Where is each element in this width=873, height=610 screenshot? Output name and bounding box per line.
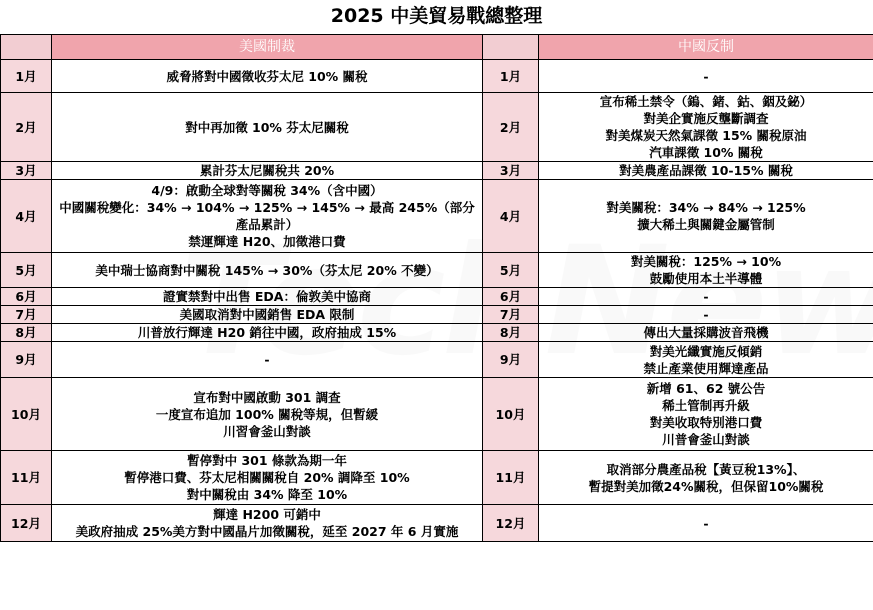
us-sanction-line: 禁運輝達 H20、加徵港口費 — [188, 234, 346, 249]
us-sanction-cell — [52, 505, 483, 542]
cn-countermeasure-line: 擴大稀土與關鍵金屬管制 — [637, 217, 775, 232]
cn-countermeasure-line: 禁止產業使用輝達產品 — [643, 360, 769, 376]
cn-countermeasure-line: 新增 61、62 號公告 — [646, 381, 766, 396]
us-sanction-line: 累計芬太尼關稅共 20% — [199, 163, 335, 178]
cn-countermeasure-line: - — [703, 307, 709, 322]
us-sanction-cell — [52, 342, 483, 378]
cn-month-cell — [483, 93, 539, 162]
us-sanction-line: 美國取消對中國銷售 EDA 限制 — [179, 307, 355, 322]
page-title: 2025 中美貿易戰總整理 — [330, 5, 543, 27]
table-row — [1, 60, 873, 93]
us-sanction-line: 宣布對中國啟動 301 調查 — [193, 389, 341, 405]
month-label: 7月 — [499, 307, 522, 322]
us-month-cell — [1, 162, 52, 180]
us-sanction-line: 美中瑞士協商對中關稅 145% → 30%（芬太尼 20% 不變） — [95, 262, 439, 278]
cn-countermeasure-cell — [539, 288, 873, 306]
us-sanction-line: 對中關稅由 34% 降至 10% — [186, 487, 348, 502]
cn-countermeasure-line: 對美農產品課徵 10-15% 關稅 — [619, 163, 793, 178]
cn-month-cell — [483, 324, 539, 342]
us-sanction-line: 威脅將對中國徵收芬太尼 10% 關稅 — [166, 68, 368, 84]
us-sanction-line: 暫停對中 301 條款為期一年 — [187, 453, 347, 468]
month-label: 10月 — [495, 406, 526, 422]
month-label: 7月 — [15, 307, 37, 322]
month-label: 10月 — [11, 406, 41, 422]
us-sanction-cell — [52, 288, 483, 306]
cn-countermeasure-line: 對美關稅：125% → 10% — [630, 254, 782, 269]
table-row — [1, 451, 873, 505]
trade-war-table — [0, 34, 873, 542]
table-row — [1, 378, 873, 451]
us-sanction-line: 4/9：啟動全球對等關稅 34%（含中國） — [151, 183, 383, 198]
table-row — [1, 253, 873, 288]
us-sanction-cell — [52, 306, 483, 324]
month-label: 11月 — [11, 470, 41, 485]
cn-countermeasure-line: 對美收取特別港口費 — [649, 415, 763, 430]
us-sanction-line: - — [264, 352, 270, 367]
us-sanction-cell — [52, 60, 483, 93]
cn-countermeasure-cell — [539, 253, 873, 288]
cn-countermeasure-cell — [539, 306, 873, 324]
us-month-cell — [1, 505, 52, 542]
cn-countermeasure-cell — [539, 378, 873, 451]
cn-month-cell — [483, 505, 539, 542]
header-blank-cell — [483, 35, 539, 60]
us-month-cell — [1, 60, 52, 93]
cn-countermeasure-line: 汽車課徵 10% 關稅 — [649, 145, 763, 160]
cn-countermeasure-cell — [539, 162, 873, 180]
us-sanction-line: 對中再加徵 10% 芬太尼關稅 — [185, 119, 349, 135]
table-row — [1, 162, 873, 180]
month-label: 6月 — [15, 289, 37, 304]
month-label: 3月 — [499, 163, 522, 178]
cn-countermeasure-cell — [539, 60, 873, 93]
table-row — [1, 180, 873, 253]
cn-countermeasure-cell — [539, 180, 873, 253]
us-month-cell — [1, 93, 52, 162]
us-month-cell — [1, 324, 52, 342]
table-row — [1, 93, 873, 162]
cn-month-cell — [483, 180, 539, 253]
us-month-cell — [1, 306, 52, 324]
cn-countermeasure-line: 鼓勵使用本土半導體 — [649, 271, 763, 286]
month-label: 4月 — [15, 208, 37, 224]
month-label: 4月 — [499, 208, 522, 224]
cn-countermeasure-cell — [539, 451, 873, 505]
us-month-cell — [1, 451, 52, 505]
cn-month-cell — [483, 378, 539, 451]
cn-month-cell — [483, 342, 539, 378]
cn-countermeasure-line: 對美光纖實施反傾銷 — [649, 343, 763, 359]
month-label: 3月 — [15, 163, 37, 178]
month-label: 9月 — [499, 352, 522, 367]
cn-countermeasure-cell — [539, 505, 873, 542]
table-row — [1, 288, 873, 306]
table-row — [1, 505, 873, 542]
cn-countermeasure-line: 對美關稅：34% → 84% → 125% — [606, 200, 806, 215]
month-label: 8月 — [15, 325, 37, 340]
us-month-cell — [1, 378, 52, 451]
cn-month-cell — [483, 60, 539, 93]
header-us-sanctions: 美國制裁 — [52, 35, 483, 60]
month-label: 11月 — [495, 470, 526, 485]
us-sanction-cell — [52, 253, 483, 288]
header-blank-cell — [1, 35, 52, 60]
us-month-cell — [1, 342, 52, 378]
cn-month-cell — [483, 451, 539, 505]
month-label: 12月 — [495, 515, 526, 531]
month-label: 12月 — [11, 515, 41, 531]
cn-countermeasure-cell — [539, 93, 873, 162]
cn-countermeasure-line: - — [703, 515, 709, 531]
header-china-countermeasures: 中國反制 — [539, 35, 873, 60]
us-sanction-line: 美政府抽成 25%美方對中國晶片加徵關稅，延至 2027 年 6 月實施 — [75, 524, 459, 539]
cn-countermeasure-line: 對美煤炭天然氣課徵 15% 關稅原油 — [605, 128, 807, 143]
cn-countermeasure-line: 傳出大量採購波音飛機 — [643, 325, 769, 340]
cn-countermeasure-line: 取消部分農產品稅【黃豆稅13%】、 — [606, 461, 806, 477]
month-label: 5月 — [15, 262, 37, 278]
us-sanction-line: 川習會釜山對談 — [223, 423, 311, 439]
us-sanction-line: 產品累計） — [235, 217, 299, 232]
us-month-cell — [1, 180, 52, 253]
month-label: 6月 — [499, 289, 522, 304]
month-label: 5月 — [499, 262, 522, 278]
us-sanction-cell — [52, 93, 483, 162]
month-label: 8月 — [499, 325, 522, 340]
month-label: 2月 — [499, 119, 522, 135]
us-sanction-line: 川普放行輝達 H20 銷往中國，政府抽成 15% — [137, 325, 397, 340]
us-month-cell — [1, 253, 52, 288]
us-sanction-cell — [52, 324, 483, 342]
cn-month-cell — [483, 253, 539, 288]
month-label: 1月 — [499, 68, 522, 84]
cn-countermeasure-cell — [539, 324, 873, 342]
cn-month-cell — [483, 306, 539, 324]
cn-countermeasure-line: 暫提對美加徵24%關稅，但保留10%關稅 — [588, 478, 824, 494]
us-sanction-line: 輝達 H200 可銷中 — [213, 507, 321, 522]
month-label: 1月 — [15, 68, 37, 84]
cn-countermeasure-line: 對美企實施反壟斷調查 — [643, 111, 769, 126]
month-label: 9月 — [15, 352, 37, 367]
cn-countermeasure-line: 稀土管制再升級 — [662, 398, 750, 413]
cn-countermeasure-line: 宣布稀土禁令（鎢、鍺、鈷、銦及鉍） — [599, 94, 813, 109]
us-sanction-line: 證實禁對中出售 EDA：倫敦美中協商 — [163, 289, 371, 304]
header-row — [1, 35, 873, 60]
us-sanction-cell — [52, 162, 483, 180]
us-sanction-cell — [52, 180, 483, 253]
us-sanction-cell — [52, 378, 483, 451]
table-row — [1, 342, 873, 378]
cn-countermeasure-line: - — [703, 289, 709, 304]
cn-month-cell — [483, 162, 539, 180]
month-label: 2月 — [15, 119, 37, 135]
table-row — [1, 306, 873, 324]
cn-countermeasure-cell — [539, 342, 873, 378]
us-sanction-line: 中國關稅變化：34% → 104% → 125% → 145% → 最高 245%（部分 — [59, 200, 475, 215]
us-sanction-cell — [52, 451, 483, 505]
us-sanction-line: 暫停港口費、芬太尼相關關稅自 20% 調降至 10% — [124, 470, 410, 485]
table-row — [1, 324, 873, 342]
us-sanction-line: 一度宣布追加 100% 關稅等規，但暫緩 — [155, 406, 379, 422]
cn-countermeasure-line: - — [703, 68, 709, 84]
us-month-cell — [1, 288, 52, 306]
cn-countermeasure-line: 川普會釜山對談 — [662, 432, 750, 447]
cn-month-cell — [483, 288, 539, 306]
